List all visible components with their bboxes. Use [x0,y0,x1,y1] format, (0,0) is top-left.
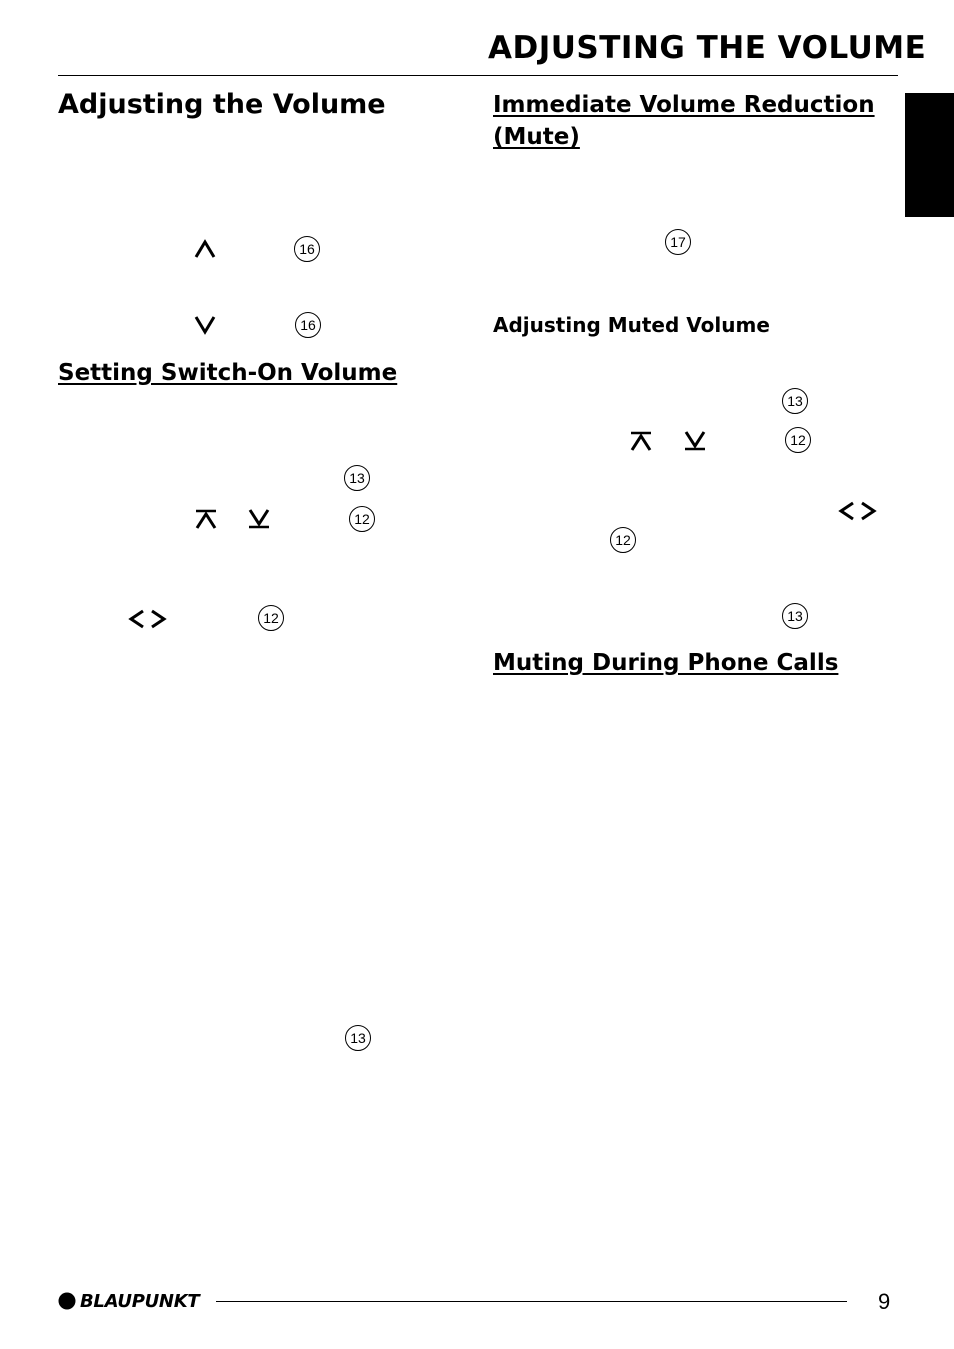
page-title: ADJUSTING THE VOLUME [488,30,927,66]
ref-number-arrow-keys: 12 [785,427,811,453]
bar-down-arrow-icon [684,431,706,451]
bar-down-arrow-icon [248,509,270,529]
section-heading-adjusting-volume: Adjusting the Volume [58,89,386,120]
section-heading-switch-on-volume: Setting Switch-On Volume [58,360,398,386]
section-heading-phone-mute: Muting During Phone Calls [493,650,839,676]
ref-number-menu: 13 [344,465,370,491]
ref-number-left-right-keys: 12 [610,527,636,553]
ref-number-mute-button: 17 [665,229,691,255]
left-right-arrows-icon [128,609,168,629]
ref-number-arrow-keys: 12 [349,506,375,532]
header-divider [58,75,898,76]
left-right-arrows-icon [838,501,878,521]
caret-down-icon [195,316,215,334]
bar-up-arrow-icon [195,509,217,529]
brand-name: BLAUPUNKT [80,1291,200,1312]
subheading-adjusting-muted-volume: Adjusting Muted Volume [493,313,770,337]
brand-logo [58,1290,218,1314]
language-tab-marker [905,93,954,217]
page-number: 9 [878,1289,891,1314]
logo-dot-icon [58,1292,76,1310]
ref-number-volume-down: 16 [295,312,321,338]
bar-up-arrow-icon [630,431,652,451]
caret-up-icon [195,240,215,258]
ref-number-volume-up: 16 [294,236,320,262]
ref-number-menu: 13 [345,1025,371,1051]
section-heading-mute: Immediate Volume Reduction (Mute) [493,92,875,150]
ref-number-menu: 13 [782,603,808,629]
footer-divider [216,1301,847,1302]
ref-number-left-right-keys: 12 [258,605,284,631]
ref-number-menu: 13 [782,388,808,414]
